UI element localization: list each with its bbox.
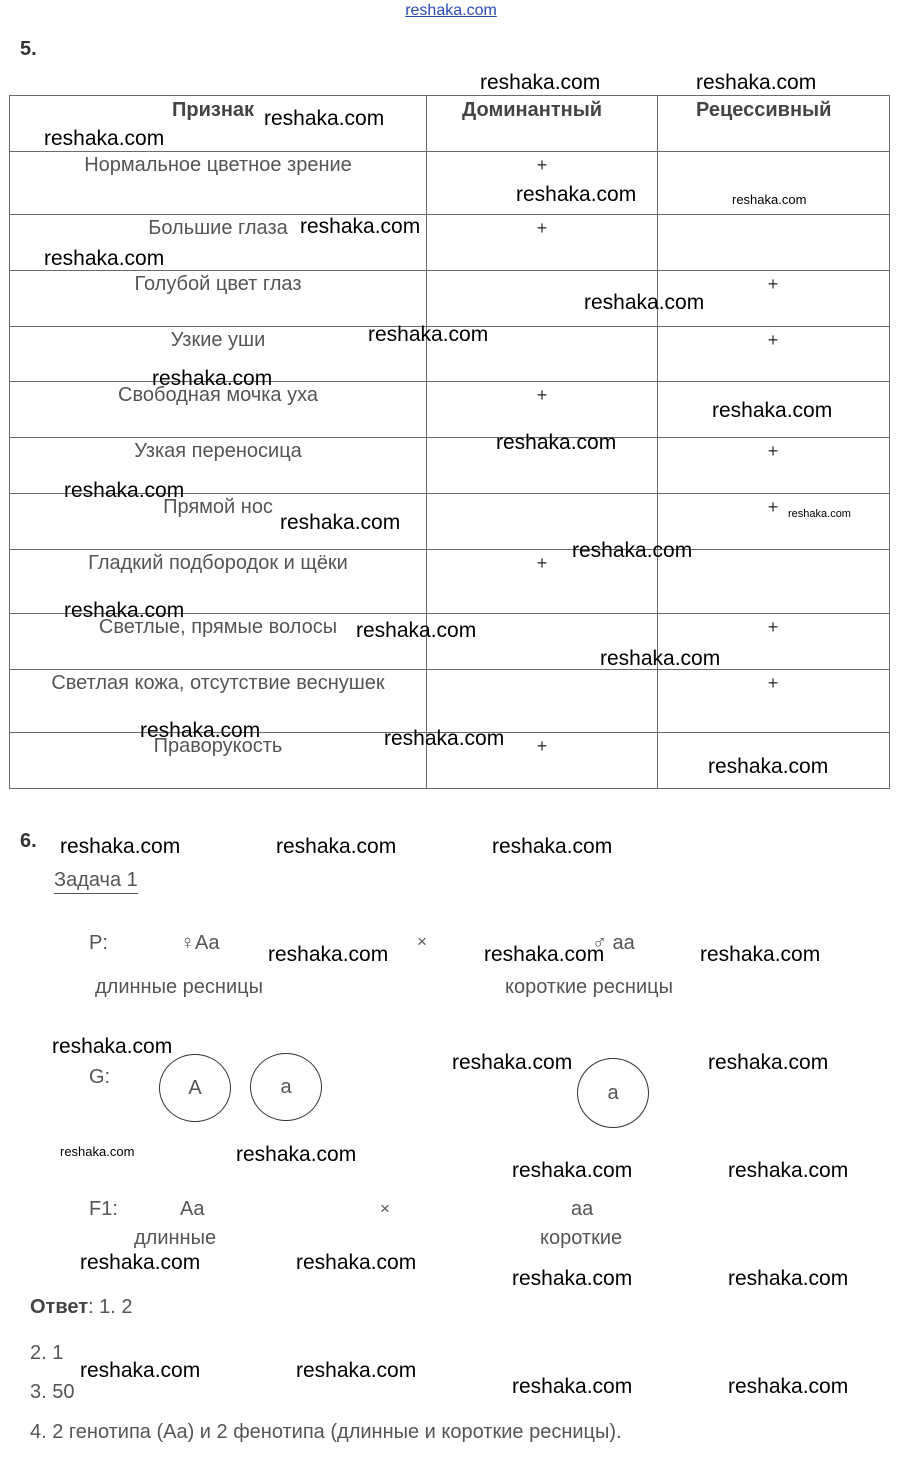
- dominant-mark: +: [536, 218, 548, 238]
- watermark: reshaka.com: [64, 599, 185, 622]
- trait-cell: Узкая переносица: [134, 440, 302, 462]
- watermark: reshaka.com: [384, 727, 505, 750]
- watermark: reshaka.com: [60, 1144, 135, 1159]
- watermark: reshaka.com: [296, 1359, 417, 1382]
- gametes-label: G:: [89, 1066, 111, 1088]
- trait-cell: Праворукость: [153, 735, 283, 757]
- task-5-number: 5.: [20, 38, 37, 60]
- watermark: reshaka.com: [80, 1251, 201, 1274]
- recessive-mark: +: [767, 673, 779, 693]
- watermark: reshaka.com: [512, 1159, 633, 1182]
- f1-cross-symbol: ×: [380, 1199, 390, 1218]
- dominant-mark: +: [536, 736, 548, 756]
- watermark: reshaka.com: [140, 719, 261, 742]
- watermark: reshaka.com: [788, 508, 851, 520]
- female-genotype: ♀Aa: [180, 932, 220, 954]
- trait-cell: Свободная мочка уха: [118, 384, 318, 406]
- watermark: reshaka.com: [356, 619, 477, 642]
- watermark: reshaka.com: [452, 1051, 573, 1074]
- gamete-circle: a: [250, 1053, 322, 1121]
- watermark: reshaka.com: [492, 835, 613, 858]
- answer-line: [30, 1296, 133, 1319]
- watermark: reshaka.com: [728, 1159, 849, 1182]
- parents-label: P:: [89, 932, 108, 954]
- watermark: reshaka.com: [728, 1375, 849, 1398]
- trait-cell: Светлые, прямые волосы: [98, 616, 338, 638]
- male-genotype: ♂ aa: [592, 932, 635, 954]
- answer-1: : 1. 2: [88, 1296, 133, 1318]
- trait-cell: Голубой цвет глаз: [134, 273, 302, 295]
- watermark: reshaka.com: [696, 71, 817, 94]
- gamete-circle: A: [159, 1054, 231, 1122]
- answer-label: Ответ: [30, 1296, 89, 1318]
- dominant-mark: +: [536, 385, 548, 405]
- trait-cell: Светлая кожа, отсутствие веснушек: [51, 672, 385, 694]
- watermark: reshaka.com: [268, 943, 389, 966]
- answer-4: 4. 2 генотипа (Aa) и 2 фенотипа (длинные и короткие ресницы).: [30, 1421, 622, 1443]
- header-trait: Признак: [172, 99, 255, 121]
- trait-cell: Нормальное цветное зрение: [84, 154, 352, 176]
- recessive-mark: +: [767, 330, 779, 350]
- dominant-mark: +: [536, 155, 548, 175]
- watermark: reshaka.com: [712, 399, 833, 422]
- male-phenotype: короткие ресницы: [505, 976, 673, 998]
- f1-genotype-long: Aa: [180, 1198, 205, 1220]
- f1-phenotype-long: длинные: [134, 1227, 217, 1249]
- recessive-mark: +: [767, 274, 779, 294]
- watermark: reshaka.com: [700, 943, 821, 966]
- watermark: reshaka.com: [236, 1143, 357, 1166]
- task-title: Задача 1: [54, 869, 138, 894]
- task-6-number: 6.: [20, 830, 37, 852]
- watermark: reshaka.com: [708, 1051, 829, 1074]
- watermark: reshaka.com: [484, 943, 605, 966]
- f1-label: F1:: [89, 1198, 118, 1220]
- dominant-mark: +: [536, 553, 548, 573]
- watermark: reshaka.com: [708, 755, 829, 778]
- watermark: reshaka.com: [584, 291, 705, 314]
- watermark: reshaka.com: [732, 192, 807, 207]
- watermark: reshaka.com: [480, 71, 601, 94]
- watermark: reshaka.com: [64, 479, 185, 502]
- watermark: reshaka.com: [80, 1359, 201, 1382]
- watermark: reshaka.com: [264, 107, 385, 130]
- watermark: reshaka.com: [496, 431, 617, 454]
- watermark: reshaka.com: [60, 835, 181, 858]
- watermark: reshaka.com: [52, 1035, 173, 1058]
- recessive-mark: +: [767, 497, 779, 517]
- answer-3: 3. 50: [30, 1381, 75, 1403]
- f1-phenotype-short: короткие: [540, 1227, 623, 1249]
- recessive-mark: +: [767, 617, 779, 637]
- trait-cell: Гладкий подбородок и щёки: [88, 552, 348, 574]
- f1-genotype-short: aa: [571, 1198, 594, 1220]
- cross-symbol: ×: [417, 932, 427, 951]
- site-header-link[interactable]: reshaka.com: [405, 2, 497, 19]
- answer-2: 2. 1: [30, 1342, 64, 1364]
- watermark: reshaka.com: [276, 835, 397, 858]
- trait-cell: Большие глаза: [148, 217, 288, 239]
- watermark: reshaka.com: [572, 539, 693, 562]
- watermark: reshaka.com: [512, 1267, 633, 1290]
- watermark: reshaka.com: [600, 647, 721, 670]
- watermark: reshaka.com: [280, 511, 401, 534]
- recessive-mark: +: [767, 441, 779, 461]
- watermark: reshaka.com: [728, 1267, 849, 1290]
- gamete-circle: a: [577, 1058, 649, 1128]
- female-phenotype: длинные ресницы: [95, 976, 263, 998]
- watermark: reshaka.com: [512, 1375, 633, 1398]
- header-dominant: Доминантный: [462, 99, 603, 121]
- watermark: reshaka.com: [44, 127, 165, 150]
- header-recessive: Рецессивный: [696, 99, 832, 121]
- watermark: reshaka.com: [368, 323, 489, 346]
- watermark: reshaka.com: [152, 367, 273, 390]
- watermark: reshaka.com: [300, 215, 421, 238]
- watermark: reshaka.com: [44, 247, 165, 270]
- watermark: reshaka.com: [516, 183, 637, 206]
- trait-cell: Прямой нос: [163, 496, 273, 518]
- watermark: reshaka.com: [296, 1251, 417, 1274]
- trait-cell: Узкие уши: [170, 329, 266, 351]
